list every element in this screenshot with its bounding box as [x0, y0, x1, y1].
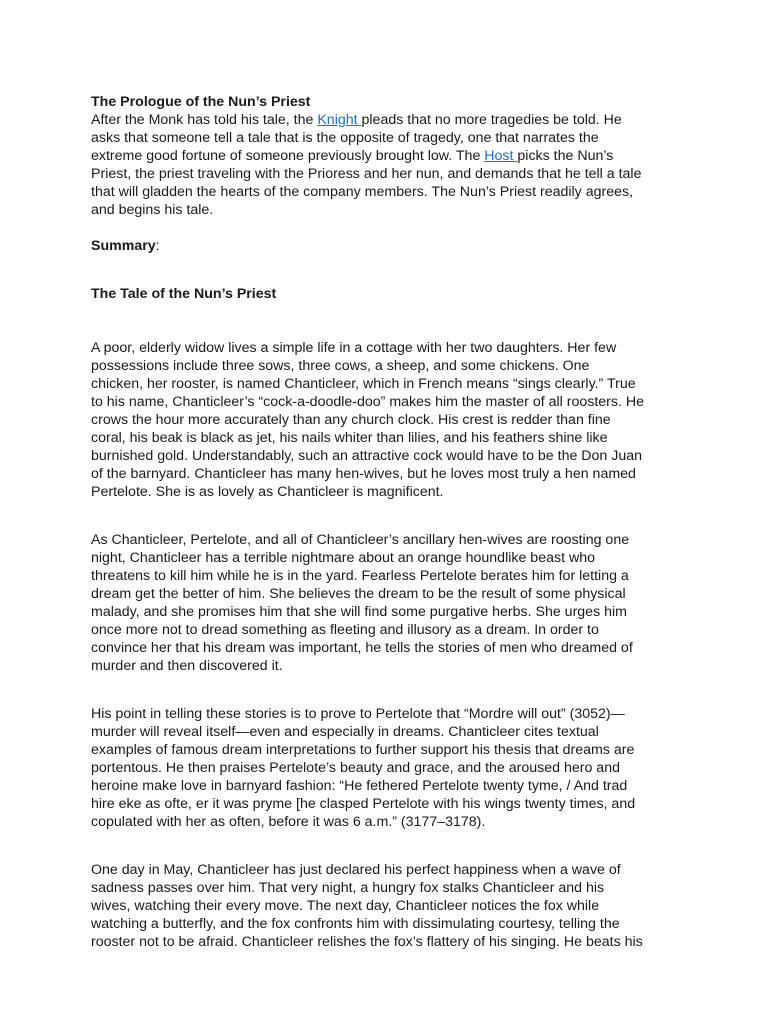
- summary-text: Summary: [91, 238, 156, 254]
- tale-heading: The Tale of the Nun’s Priest: [91, 286, 277, 302]
- body-line: sadness passes over him. That very night, a hungry fox stalks Chanticleer and his: [91, 880, 605, 896]
- body-line: rooster not to be afraid. Chanticleer relishes the fox’s flattery of his singing. He beats his: [91, 934, 643, 950]
- spacer: [91, 255, 688, 285]
- body-line: A poor, elderly widow lives a simple life in a cottage with her two daughters. Her few: [91, 340, 617, 356]
- body-line: His point in telling these stories is to prove to Pertelote that “Mordre will out” (3052)—: [91, 706, 625, 722]
- body-line: As Chanticleer, Pertelote, and all of Chanticleer’s ancillary hen-wives are roosting one: [91, 532, 630, 548]
- body-line: murder and then discovered it.: [91, 658, 283, 674]
- body-line: crows the hour more accurately than any church clock. His crest is redder than fine: [91, 412, 611, 428]
- body-line: portentous. He then praises Pertelote’s beauty and grace, and the aroused hero and: [91, 760, 620, 776]
- body-line: Pertelote. She is as lovely as Chanticleer is magnificent.: [91, 484, 444, 500]
- body-line: night, Chanticleer has a terrible nightmare about an orange houndlike beast who: [91, 550, 595, 566]
- body-line: dream get the better of him. She believes the dream to be the result of some physical: [91, 586, 626, 602]
- body-line: wives, watching their every move. The next day, Chanticleer notices the fox while: [91, 898, 600, 914]
- body-line: copulated with her as often, before it was 6 a.m.” (3177–3178).: [91, 814, 486, 830]
- paragraph-3: [91, 705, 688, 831]
- spacer: [91, 831, 688, 861]
- knight-link[interactable]: Knight: [317, 112, 362, 128]
- prologue-line: that will gladden the hearts of the company members. The Nun’s Priest readily agrees,: [91, 184, 634, 200]
- body-line: watching a butterfly, and the fox confronts him with dissimulating courtesy, telling the: [91, 916, 620, 932]
- body-line: once more not to dread something as fleeting and illusory as a dream. In order to: [91, 622, 599, 638]
- body-line: One day in May, Chanticleer has just declared his perfect happiness when a wave of: [91, 862, 621, 878]
- prologue-line: [91, 147, 688, 165]
- body-line: heroine make love in barnyard fashion: “He fethered Pertelote twenty tyme, / And trad: [91, 778, 628, 794]
- prologue-line: [91, 111, 688, 129]
- body-line: convince her that his dream was important, he tells the stories of men who dreamed of: [91, 640, 633, 656]
- prologue-line: asks that someone tell a tale that is the opposite of tragedy, one that narrates the: [91, 130, 599, 146]
- spacer: [91, 219, 688, 237]
- text-run: pleads that no more tragedies be told. He: [361, 112, 622, 128]
- prologue-line: Priest, the priest traveling with the Prioress and her nun, and demands that he tell a tale: [91, 166, 642, 182]
- text-run: extreme good fortune of someone previously brought low. The: [91, 148, 485, 164]
- paragraph-1: [91, 339, 688, 501]
- spacer: [91, 501, 688, 531]
- paragraph-2: [91, 531, 688, 675]
- text-run: After the Monk has told his tale, the: [91, 112, 318, 128]
- body-line: threatens to kill him while he is in the yard. Fearless Pertelote berates him for letting a: [91, 568, 629, 584]
- text-run: picks the Nun’s: [517, 148, 614, 164]
- body-line: examples of famous dream interpretations to further support his thesis that dreams are: [91, 742, 635, 758]
- prologue-heading: The Prologue of the Nun’s Priest: [91, 94, 311, 110]
- body-line: of the barnyard. Chanticleer has many hen-wives, but he loves most truly a hen named: [91, 466, 636, 482]
- host-link[interactable]: Host: [484, 148, 518, 164]
- body-line: chicken, her rooster, is named Chanticleer, which in French means “sings clearly.” True: [91, 376, 636, 392]
- body-line: malady, and she promises him that she will find some purgative herbs. She urges him: [91, 604, 627, 620]
- body-line: possessions include three sows, three cows, a sheep, and some chickens. One: [91, 358, 590, 374]
- summary-label: [91, 237, 688, 255]
- body-line: burnished gold. Understandably, such an attractive cock would have to be the Don Juan: [91, 448, 643, 464]
- spacer: [91, 675, 688, 705]
- body-line: coral, his beak is black as jet, his nails whiter than lilies, and his feathers shine like: [91, 430, 608, 446]
- spacer: [91, 303, 688, 339]
- paragraph-4: [91, 861, 688, 951]
- body-line: hire eke as ofte, er it was pryme [he clasped Pertelote with his wings twenty times, and: [91, 796, 636, 812]
- prologue-line: and begins his tale.: [91, 202, 214, 218]
- summary-colon: :: [155, 238, 160, 254]
- body-line: murder will reveal itself—even and especially in dreams. Chanticleer cites textual: [91, 724, 599, 740]
- body-line: to his name, Chanticleer’s “cock-a-doodle-doo” makes him the master of all roosters. He: [91, 394, 645, 410]
